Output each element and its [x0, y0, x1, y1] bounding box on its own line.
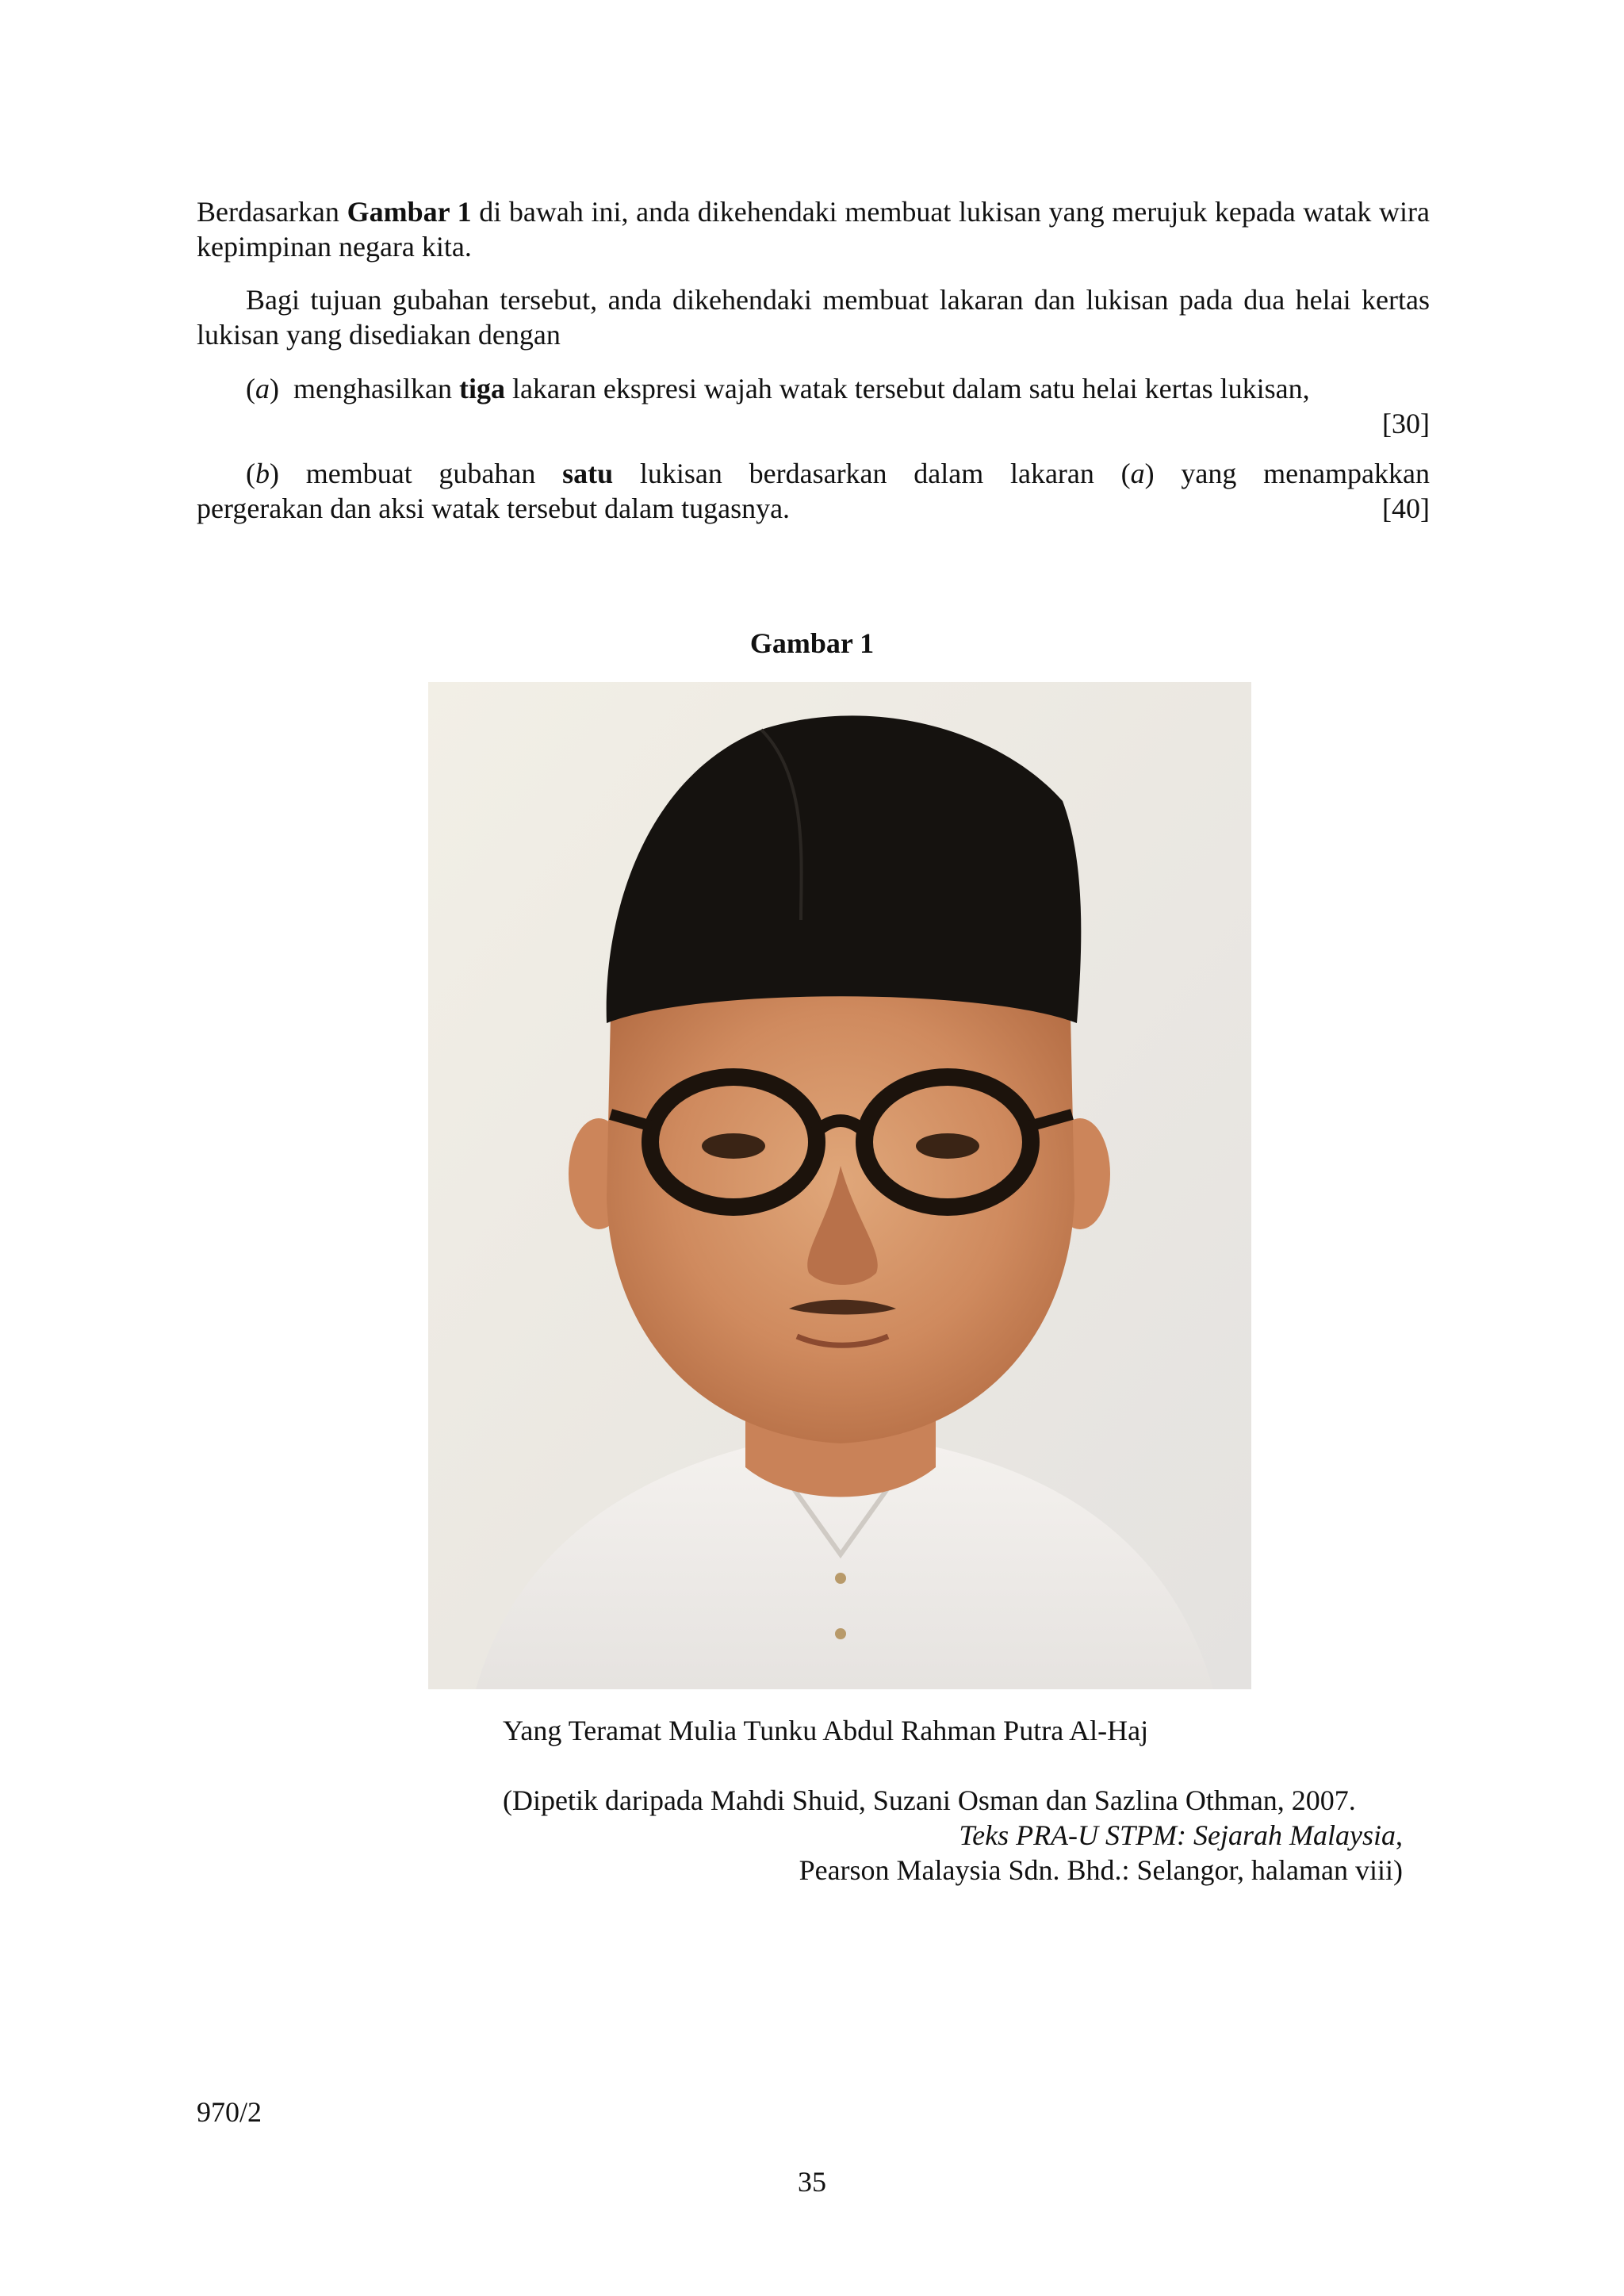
item-a-bold-word: tiga: [458, 373, 505, 404]
instruction-paragraph: [197, 282, 1430, 352]
item-a-line: (a) menghasilkan tiga lakaran ekspresi wajah watak tersebut dalam satu helai kertas lukisan,: [246, 373, 1310, 404]
item-b-line-2-text: pergerakan dan aksi watak tersebut dalam tugasnya.: [197, 493, 791, 524]
item-a-text-end: lakaran ekspresi wajah watak tersebut dalam satu helai kertas lukisan,: [504, 373, 1310, 404]
item-b-text-end: ) yang menampakkan: [1144, 458, 1431, 489]
source-line-2-end: ,: [1396, 1819, 1403, 1851]
source-line-1: (Dipetik daripada Mahdi Shuid, Suzani Osman dan Sazlina Othman, 2007.: [503, 1784, 1356, 1816]
intro-text-end: di bawah ini, anda dikehendaki membuat lukisan yang merujuk kepada watak wira kepimpinan negara kita.: [197, 196, 1431, 263]
item-b-text-start: membuat gubahan: [305, 458, 563, 489]
item-b-marks: [40]: [1382, 493, 1430, 524]
item-b-reference: a: [1130, 458, 1145, 489]
figure-source: [503, 1783, 1403, 1888]
item-b-line-2: [197, 491, 1430, 526]
intro-paragraph: [197, 194, 1430, 264]
portrait-photo: [428, 682, 1251, 1689]
item-b-label: b: [255, 458, 270, 489]
figure-caption: Yang Teramat Mulia Tunku Abdul Rahman Putra Al-Haj: [503, 1715, 1149, 1746]
instruction-text: Bagi tujuan gubahan tersebut, anda dikehendaki membuat lakaran dan lukisan pada dua helai kertas lukisan yang disediakan dengan: [197, 284, 1430, 351]
item-a-marks: [30]: [1382, 408, 1430, 439]
page-number: 35: [798, 2166, 826, 2198]
source-line-2: [503, 1818, 1403, 1853]
question-item-a: [197, 371, 1430, 441]
item-b-line-1: (b) membuat gubahan satu lukisan berdasarkan dalam lakaran (a) yang menampakkan: [246, 458, 1431, 489]
figure-title: Gambar 1: [749, 627, 875, 659]
item-b-text-mid: lukisan berdasarkan dalam lakaran (: [613, 458, 1131, 489]
intro-text-start: Berdasarkan: [197, 196, 347, 228]
paper-code: 970/2: [197, 2096, 262, 2128]
item-b-bold-word: satu: [562, 458, 614, 489]
question-item-b: [197, 456, 1430, 526]
source-book-title: Teks PRA-U STPM: Sejarah Malaysia: [959, 1819, 1396, 1851]
item-a-text-start: menghasilkan: [293, 373, 459, 404]
source-line-3: Pearson Malaysia Sdn. Bhd.: Selangor, halaman viii): [799, 1854, 1403, 1886]
intro-figure-reference: Gambar 1: [347, 196, 472, 228]
item-a-label: a: [255, 373, 270, 404]
